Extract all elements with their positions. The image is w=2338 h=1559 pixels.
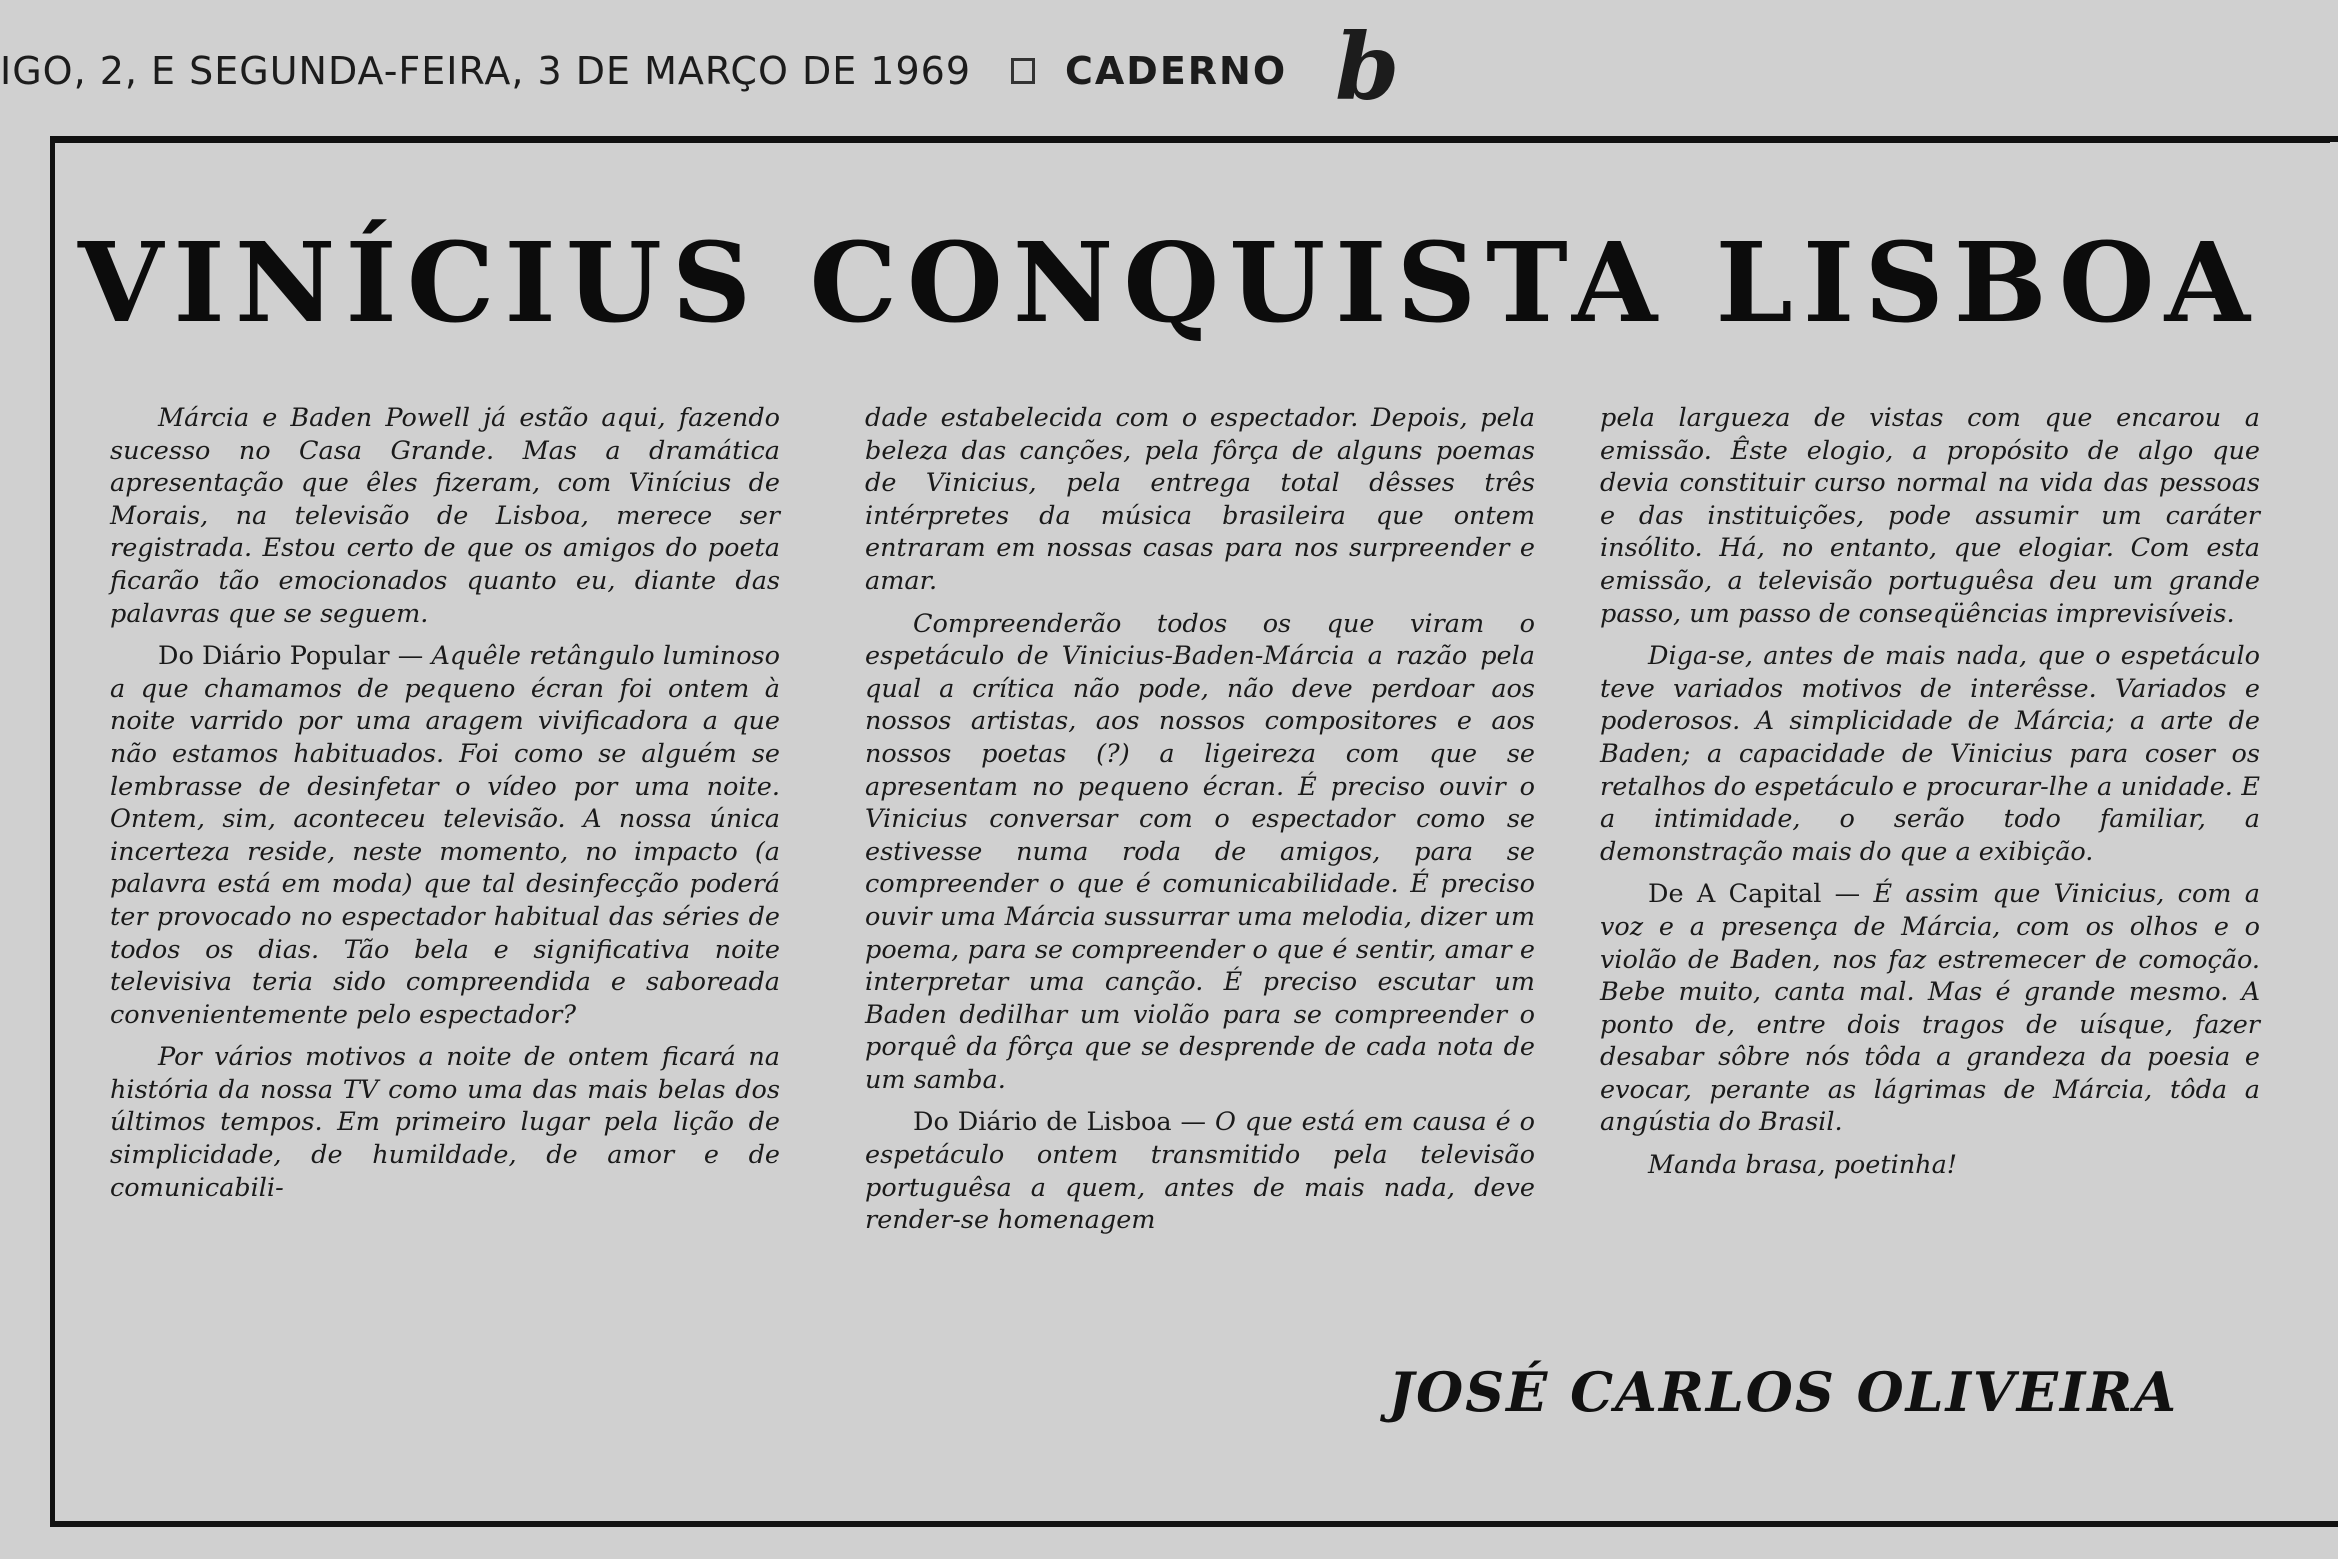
article-headline: VINÍCIUS CONQUISTA LISBOA [78, 218, 2260, 347]
source-label: Do Diário de Lisboa — [913, 1107, 1207, 1138]
paragraph: Por vários motivos a noite de ontem ficará na história da nossa TV como uma das mais belas dos últimos tempos. Em primeiro lugar pela lição de simplicidade, de humildade, de amor e de comunicabili- [110, 1042, 780, 1203]
paragraph [1600, 878, 2260, 1139]
source-label: Do Diário Popular — [158, 641, 424, 672]
dateline: IGO, 2, E SEGUNDA-FEIRA, 3 DE MARÇO DE 1969 [0, 49, 971, 93]
paragraph: Diga-se, antes de mais nada, que o espetáculo teve variados motivos de interêsse. Variados e poderosos. A simplicidade de Márcia; a arte de Baden; a capacidade de Vinicius para coser os retalhos do espetáculo e procurar-lhe a unidade. E a intimidade, o serão todo familiar, a demonstração mais do que a exibição. [1600, 641, 2260, 867]
article-column-1 [110, 402, 780, 1214]
paragraph [865, 1106, 1535, 1236]
article-body [110, 402, 2260, 1302]
paragraph [110, 640, 780, 1031]
paragraph: dade estabelecida com o espectador. Depois, pela beleza das canções, pela fôrça de alguns poemas de Vinicius, pela entrega total dêsses três intérpretes da música brasileira que ontem entraram em nossas casas para nos surpreender e amar. [865, 403, 1535, 596]
section-label: CADERNO [1065, 49, 1288, 93]
article-byline: JOSÉ CARLOS OLIVEIRA [1388, 1360, 2178, 1424]
paragraph-text: É assim que Vinicius, com a voz e a presença de Márcia, com os olhos e o violão de Baden, nos faz estremecer de comoção. Bebe muito, canta mal. Mas é grande mesmo. A ponto de, entre dois tragos de uísque, fazer desabar sôbre nós tôda a grandeza da poesia e evocar, perante as lágrimas de Márcia, tôda a angústia do Brasil. [1600, 879, 2260, 1138]
article-column-2 [865, 402, 1535, 1247]
page-header [0, 13, 1401, 121]
source-label: De A Capital — [1648, 879, 1861, 910]
paragraph: Márcia e Baden Powell já estão aqui, fazendo sucesso no Casa Grande. Mas a dramática apresentação que êles fizeram, com Vinícius de Morais, na televisão de Lisboa, merece ser registrada. Estou certo de que os amigos do poeta ficarão tão emocionados quanto eu, diante das palavras que se seguem. [110, 403, 780, 629]
article-column-3 [1600, 402, 2260, 1192]
frame-bottom-rule [50, 1521, 2338, 1527]
paragraph: Compreenderão todos os que viram o espetáculo de Vinicius-Baden-Márcia a razão pela qual a crítica não pode, não deve perdoar aos nossos artistas, aos nossos compositores e aos nossos poetas (?) a ligeireza com que se apresentam no pequeno écran. É preciso ouvir o Vinicius conversar com o espectador como se estivesse numa roda de amigos, para se compreender o que é comunicabilidade. É preciso ouvir uma Márcia sussurrar uma melodia, dizer um poema, para se compreender o que é sentir, amar e interpretar uma canção. É preciso escutar um Baden dedilhar um violão para se compreender o porquê da fôrça que se desprende de cada nota de um samba. [865, 608, 1535, 1095]
paragraph: pela largueza de vistas com que encarou a emissão. Êste elogio, a propósito de algo que devia constituir curso normal na vida das pessoas e das instituições, pode assumir um caráter insólito. Há, no entanto, que elogiar. Com esta emissão, a televisão portuguêsa deu um grande passo, um passo de conseqüências imprevisíveis. [1600, 403, 2260, 629]
section-letter: b [1335, 13, 1401, 121]
paragraph-text: O que está em causa é o espetáculo ontem transmitido pela televisão portuguêsa a quem, antes de mais nada, deve render-se homenagem [865, 1107, 1535, 1236]
box-bullet-icon [1011, 58, 1035, 84]
paragraph-text: Aquêle retângulo luminoso a que chamamos de pequeno écran foi ontem à noite varrido por uma aragem vivificadora a que não estamos habituados. Foi como se alguém se lembrasse de desinfetar o vídeo por uma noite. Ontem, sim, aconteceu televisão. A nossa única incerteza reside, neste momento, no impacto (a palavra está em moda) que tal desinfecção poderá ter provocado no espectador habitual das séries de todos os dias. Tão bela e significativa noite televisiva teria sido compreendida e saboreada convenientemente pelo espectador? [110, 641, 780, 1030]
paragraph: Manda brasa, poetinha! [1648, 1150, 1958, 1181]
